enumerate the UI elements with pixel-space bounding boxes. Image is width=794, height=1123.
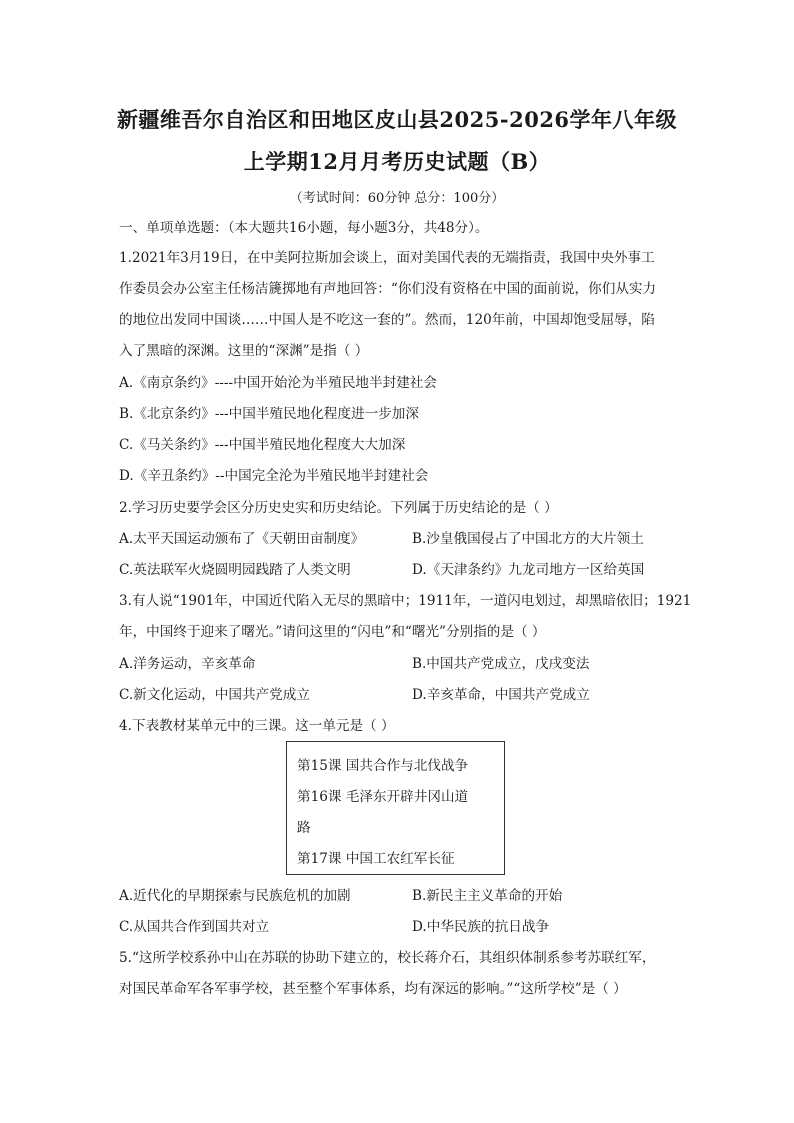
q3-option-a: A.洋务运动，辛亥革命 (119, 656, 256, 672)
q4-lesson-table (286, 741, 505, 875)
q4-table-row-3: 第17课 中国工农红军长征 (297, 851, 455, 867)
q4-table-row-2: 第16课 毛泽东开辟井冈山道 (297, 789, 469, 805)
q4-table-row-2-wrap: 路 (297, 820, 311, 836)
q2-option-a: A.太平天国运动颁布了《天朝田亩制度》 (119, 531, 365, 547)
q1-option-c: C.《马关条约》---中国半殖民地化程度大大加深 (119, 437, 406, 453)
exam-title-line-1: 新疆维吾尔自治区和田地区皮山县2025-2026学年八年级 (116, 107, 678, 132)
q1-option-d: D.《辛丑条约》--中国完全沦为半殖民地半封建社会 (119, 468, 429, 484)
q4-option-d: D.中华民族的抗日战争 (412, 919, 550, 935)
q1-option-a: A.《南京条约》----中国开始沦为半殖民地半封建社会 (119, 375, 437, 391)
q1-stem-line-2: 作委员会办公室主任杨洁篪掷地有声地回答：“你们没有资格在中国的面前说，你们从实力 (119, 281, 657, 297)
q3-option-b: B.中国共产党成立，戊戌变法 (412, 656, 590, 672)
q2-option-b: B.沙皇俄国侵占了中国北方的大片领土 (412, 531, 644, 547)
q4-option-a: A.近代化的早期探索与民族危机的加剧 (119, 888, 351, 904)
q1-stem-line-4: 入了黑暗的深渊。这里的“深渊”是指（ ） (119, 343, 369, 359)
q5-stem-line-2: 对国民革命军各军事学校，甚至整个军事体系，均有深远的影响。”“这所学校”是（ ） (119, 981, 627, 997)
q1-stem-line-1: 1.2021年3月19日，在中美阿拉斯加会谈上，面对美国代表的无端指责，我国中央外事工 (119, 250, 655, 266)
q1-option-b: B.《北京条约》---中国半殖民地化程度进一步加深 (119, 406, 419, 422)
exam-title-line-2: 上学期12月月考历史试题（B） (243, 149, 551, 174)
q3-stem-line-1: 3.有人说“1901年，中国近代陷入无尽的黑暗中；1911年，一道闪电划过，却黑暗依旧；1921 (119, 593, 692, 609)
q1-stem-line-3: 的地位出发同中国谈……中国人是不吃这一套的”。然而，120年前，中国却饱受屈辱，陷 (119, 312, 655, 328)
q4-table-row-1: 第15课 国共合作与北伐战争 (297, 758, 469, 774)
q3-stem-line-2: 年，中国终于迎来了曙光。”请问这里的“闪电”和“曙光”分别指的是（ ） (119, 624, 546, 640)
exam-time-info: （考试时间：60分钟 总分：100分） (289, 191, 505, 206)
q3-option-c: C.新文化运动，中国共产党成立 (119, 687, 310, 703)
q2-option-c: C.英法联军火烧圆明园践踏了人类文明 (119, 562, 351, 578)
q2-option-d: D.《天津条约》九龙司地方一区给英国 (412, 562, 645, 578)
q2-stem: 2.学习历史要学会区分历史史实和历史结论。下列属于历史结论的是（ ） (119, 500, 558, 516)
q4-option-c: C.从国共合作到国共对立 (119, 919, 270, 935)
q3-option-d: D.辛亥革命，中国共产党成立 (412, 687, 590, 703)
q5-stem-line-1: 5.“这所学校系孙中山在苏联的协助下建立的，校长蒋介石，其组织体制系参考苏联红军， (119, 950, 656, 966)
section-heading: 一、单项单选题：（本大题共16小题，每小题3分，共48分）。 (119, 220, 489, 236)
q4-option-b: B.新民主主义革命的开始 (412, 888, 563, 904)
q4-stem: 4.下表教材某单元中的三课。这一单元是（ ） (119, 718, 395, 734)
